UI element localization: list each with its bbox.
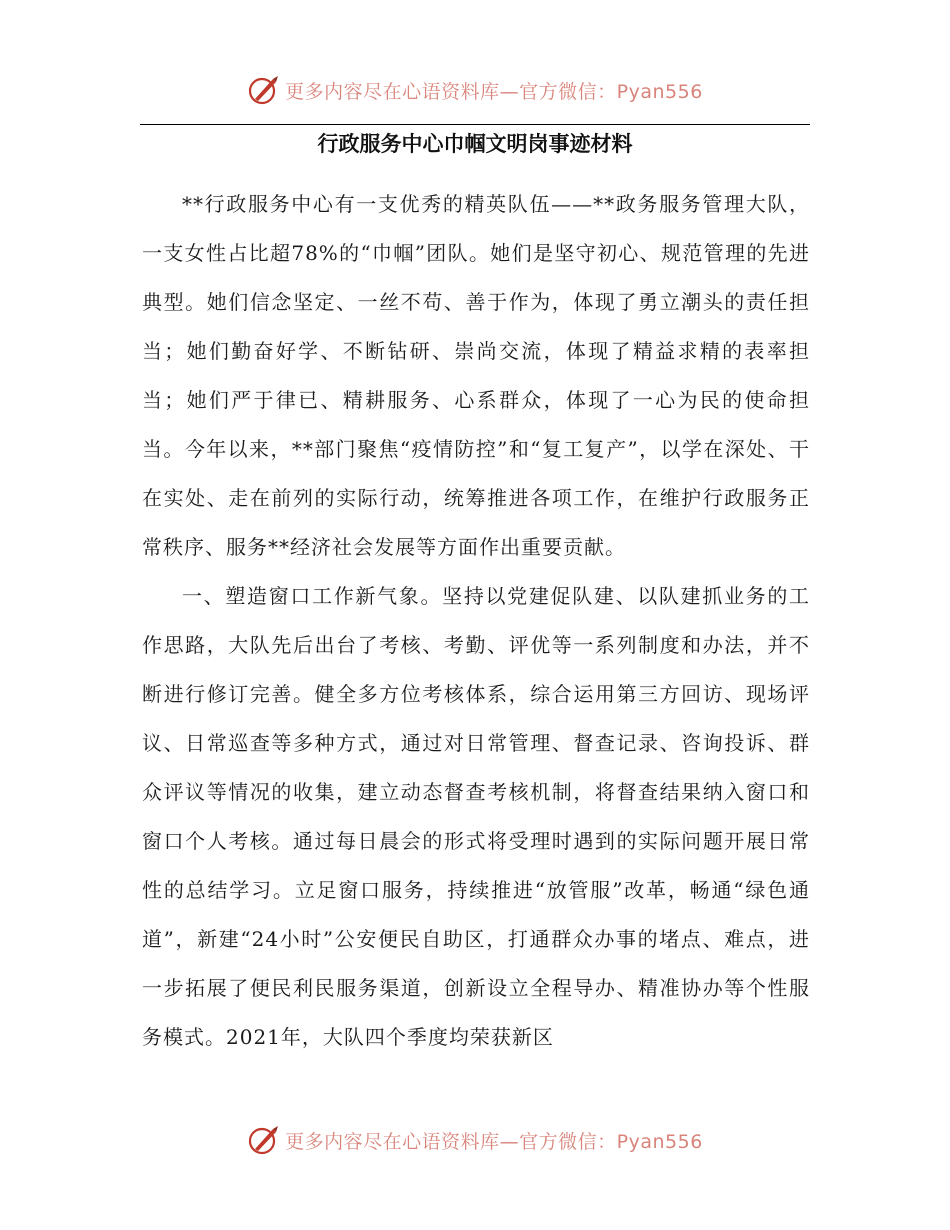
header-banner-text[interactable]: 更多内容尽在心语资料库—官方微信：Pyan556 xyxy=(285,80,703,103)
document-title: 行政服务中心巾帼文明岗事迹材料 xyxy=(317,132,633,156)
footer-banner-text[interactable]: 更多内容尽在心语资料库—官方微信：Pyan556 xyxy=(285,1130,703,1153)
quill-pen-logo-icon xyxy=(247,73,281,107)
quill-pen-logo-icon xyxy=(247,1123,281,1157)
footer-banner xyxy=(0,1120,950,1160)
paragraph-section-one: 一、塑造窗口工作新气象。坚持以党建促队建、以队建抓业务的工作思路，大队先后出台了考核、考勤、评优等一系列制度和办法，并不断进行修订完善。健全多方位考核体系，综合运用第三方回访、现场评议、日常巡查等多种方式，通过对日常管理、督查记录、咨询投诉、群众评议等情况的收集，建立动态督查考核机制，将督查结果纳入窗口和窗口个人考核。通过每日晨会的形式将受理时遇到的实际问题开展日常性的总结学习。立足窗口服务，持续推进“放管服”改革，畅通“绿色通道”，新建“24小时”公安便民自助区，打通群众办事的堵点、难点，进一步拓展了便民利民服务渠道，创新设立全程导办、精准协办等个性服务模式。2021年，大队四个季度均荣获新区 xyxy=(142,584,810,1049)
header-banner xyxy=(0,70,950,110)
paragraph-intro: **行政服务中心有一支优秀的精英队伍——**政务服务管理大队，一支女性占比超78%的“巾帼”团队。她们是坚守初心、规范管理的先进典型。她们信念坚定、一丝不苟、善于作为，体现了勇立潮头的责任担当；她们勤奋好学、不断钻研、崇尚交流，体现了精益求精的表率担当；她们严于律已、精耕服务、心系群众，体现了一心为民的使命担当。今年以来，**部门聚焦“疫情防控”和“复工复产”，以学在深处、干在实处、走在前列的实际行动，统筹推进各项工作，在维护行政服务正常秩序、服务**经济社会发展等方面作出重要贡献。 xyxy=(142,192,810,559)
header-divider xyxy=(140,124,810,125)
document-body xyxy=(142,180,810,1062)
